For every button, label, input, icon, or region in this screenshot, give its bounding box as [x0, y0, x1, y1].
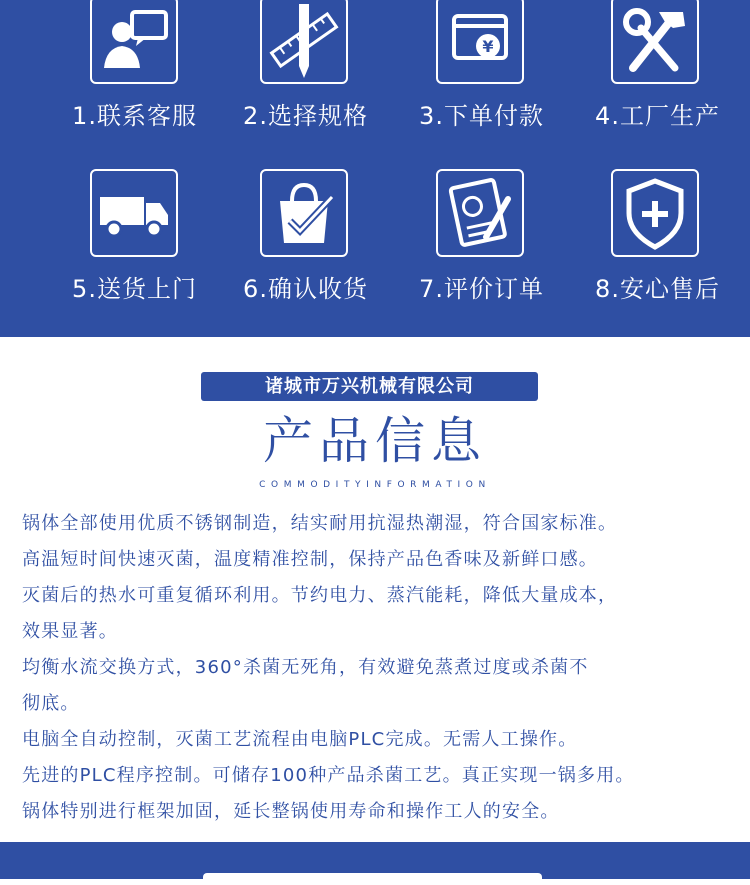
description-line: 先进的PLC程序控制。可储存100种产品杀菌工艺。真正实现一锅多用。	[22, 765, 635, 786]
ruler-pencil-icon	[262, 0, 346, 82]
product-description	[22, 506, 750, 830]
section-title: 产品信息	[263, 412, 487, 470]
description-line: 灭菌后的热水可重复循环利用。节约电力、蒸汽能耗，降低大量成本，	[22, 585, 618, 606]
review-document-icon	[438, 171, 522, 255]
next-section-heading-bar	[203, 873, 542, 885]
description-line: 均衡水流交换方式，360°杀菌无死角，有效避免蒸煮过度或杀菌不	[22, 657, 589, 678]
description-line: 锅体特别进行框架加固，延长整锅使用寿命和操作工人的安全。	[22, 801, 560, 822]
step-label: 2.选择规格	[243, 102, 368, 130]
step-label: 4.工厂生产	[595, 102, 720, 130]
section-subtitle: COMMODITYINFORMATION	[259, 480, 491, 490]
step-label: 6.确认收货	[243, 275, 368, 303]
step-label: 7.评价订单	[419, 275, 544, 303]
icon-box	[436, 0, 524, 84]
description-line: 彻底。	[22, 693, 80, 714]
icon-box	[260, 169, 348, 257]
icon-box	[436, 169, 524, 257]
customer-service-icon	[92, 0, 176, 82]
shield-plus-icon	[613, 171, 697, 255]
step-label: 1.联系客服	[72, 102, 197, 130]
icon-box	[611, 0, 699, 84]
description-line: 电脑全自动控制，灭菌工艺流程由电脑PLC完成。无需人工操作。	[22, 729, 578, 750]
next-section-band	[0, 842, 750, 879]
step-label: 3.下单付款	[419, 102, 544, 130]
icon-box	[90, 0, 178, 84]
company-name-banner: 诸城市万兴机械有限公司	[201, 372, 538, 401]
tools-icon	[613, 0, 697, 82]
icon-box	[260, 0, 348, 84]
description-line: 锅体全部使用优质不锈钢制造，结实耐用抗湿热潮湿，符合国家标准。	[22, 513, 618, 534]
step-label: 5.送货上门	[72, 275, 197, 303]
description-line: 高温短时间快速灭菌，温度精准控制，保持产品色香味及新鲜口感。	[22, 549, 598, 570]
icon-box	[90, 169, 178, 257]
payment-icon	[438, 0, 522, 82]
icon-box	[611, 169, 699, 257]
svg-text:¥: ¥	[482, 37, 494, 56]
order-process-banner	[0, 0, 750, 337]
truck-icon	[92, 171, 176, 255]
description-line: 效果显著。	[22, 621, 118, 642]
step-label: 8.安心售后	[595, 275, 720, 303]
shopping-bag-check-icon	[262, 171, 346, 255]
